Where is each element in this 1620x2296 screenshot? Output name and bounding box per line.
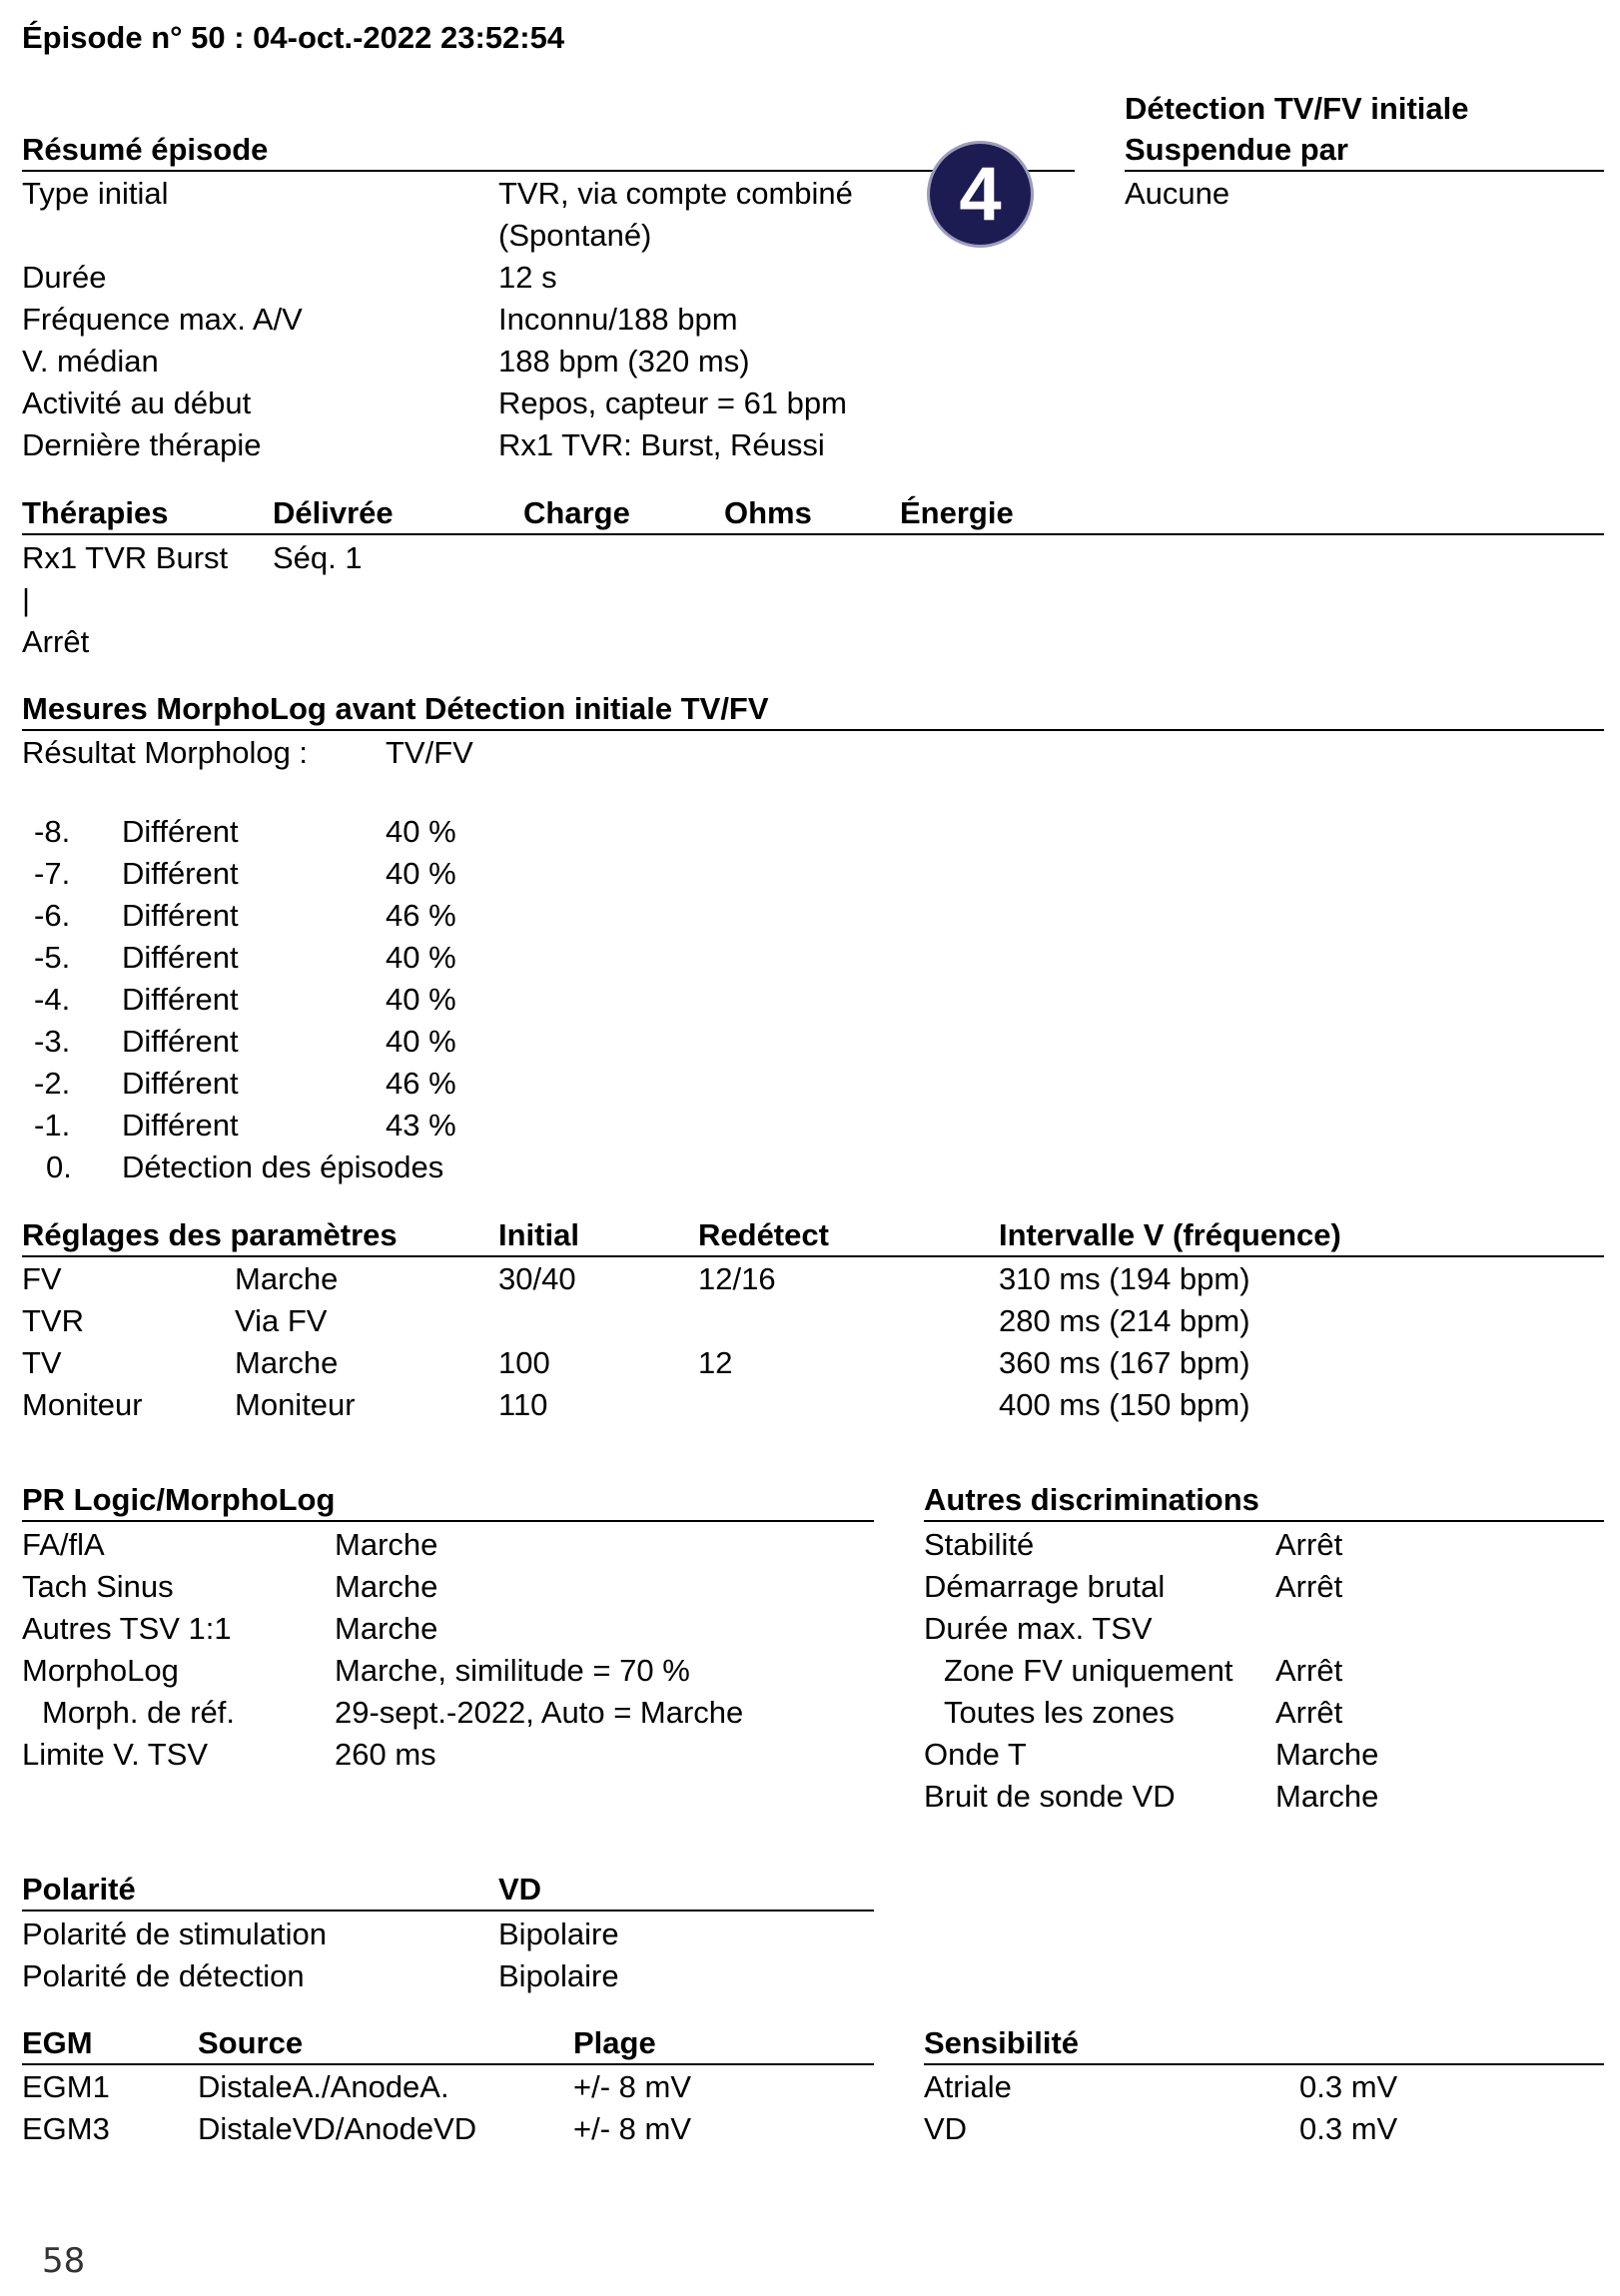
discrim-value: Arrêt bbox=[1275, 1695, 1343, 1730]
settings-interval: 360 ms (167 bpm) bbox=[999, 1345, 1250, 1380]
discrim-label: Bruit de sonde VD bbox=[924, 1779, 1176, 1814]
episode-title: Épisode n° 50 : 04-oct.-2022 23:52:54 bbox=[22, 20, 565, 55]
egm-name: EGM1 bbox=[22, 2069, 110, 2104]
therapies-rule bbox=[22, 533, 1604, 535]
polarity-value: Bipolaire bbox=[498, 1958, 619, 1993]
morpholog-heading: Mesures MorphoLog avant Détection initiale TV/FV bbox=[22, 691, 769, 726]
settings-initial: 100 bbox=[498, 1345, 550, 1380]
discrim-label: Démarrage brutal bbox=[924, 1569, 1166, 1604]
detection-heading-line1: Détection TV/FV initiale bbox=[1125, 91, 1469, 126]
morph-value: 40 % bbox=[386, 940, 456, 975]
redetect-header: Redétect bbox=[698, 1217, 829, 1252]
morph-label: Différent bbox=[122, 1066, 239, 1101]
sensitivity-label: VD bbox=[924, 2111, 968, 2146]
settings-interval: 310 ms (194 bpm) bbox=[999, 1261, 1250, 1296]
settings-zone: Moniteur bbox=[22, 1387, 143, 1422]
morph-index: -2. bbox=[34, 1066, 71, 1101]
energy-header: Énergie bbox=[900, 495, 1014, 530]
pr-logic-heading: PR Logic/MorphoLog bbox=[22, 1482, 336, 1517]
egm-source: DistaleVD/AnodeVD bbox=[198, 2111, 477, 2146]
summary-label: Activité au début bbox=[22, 385, 252, 420]
polarity-label: Polarité de détection bbox=[22, 1958, 305, 1993]
morph-label: Différent bbox=[122, 982, 239, 1017]
pr-logic-value: Marche bbox=[335, 1569, 438, 1604]
settings-mode: Marche bbox=[235, 1261, 339, 1296]
therapy-separator: | bbox=[22, 582, 31, 617]
settings-redetect: 12/16 bbox=[698, 1261, 776, 1296]
pr-logic-value: Marche bbox=[335, 1527, 438, 1562]
morpholog-result-value: TV/FV bbox=[386, 735, 473, 770]
discrim-value: Arrêt bbox=[1275, 1653, 1343, 1688]
polarity-column-header: VD bbox=[498, 1872, 542, 1907]
pr-logic-value: Marche, similitude = 70 % bbox=[335, 1653, 690, 1688]
summary-value: (Spontané) bbox=[498, 218, 652, 253]
morph-value: 46 % bbox=[386, 898, 456, 933]
summary-value: Inconnu/188 bpm bbox=[498, 302, 738, 337]
summary-value: 188 bpm (320 ms) bbox=[498, 344, 750, 379]
therapy-name: Rx1 TVR Burst bbox=[22, 540, 229, 575]
pr-logic-value: 29-sept.-2022, Auto = Marche bbox=[335, 1695, 744, 1730]
discrim-label: Stabilité bbox=[924, 1527, 1035, 1562]
sensitivity-rule bbox=[924, 2063, 1604, 2065]
ohms-header: Ohms bbox=[724, 495, 812, 530]
morph-label: Différent bbox=[122, 1108, 239, 1143]
morph-value: 40 % bbox=[386, 814, 456, 849]
therapy-delivered: Séq. 1 bbox=[273, 540, 363, 575]
summary-label: Type initial bbox=[22, 176, 169, 211]
morph-value: 46 % bbox=[386, 1066, 456, 1101]
morph-index: -7. bbox=[34, 856, 71, 891]
morph-label: Différent bbox=[122, 814, 239, 849]
discrim-label: Toutes les zones bbox=[944, 1695, 1175, 1730]
morpholog-result-label: Résultat Morpholog : bbox=[22, 735, 309, 770]
pr-logic-label: MorphoLog bbox=[22, 1653, 179, 1688]
therapies-header: Thérapies bbox=[22, 495, 169, 530]
page-number: 58 bbox=[42, 2241, 86, 2281]
detection-rule bbox=[1125, 170, 1604, 172]
egm-source: DistaleA./AnodeA. bbox=[198, 2069, 449, 2104]
settings-interval: 400 ms (150 bpm) bbox=[999, 1387, 1250, 1422]
interval-header: Intervalle V (fréquence) bbox=[999, 1217, 1341, 1252]
charge-header: Charge bbox=[523, 495, 630, 530]
discrim-value: Marche bbox=[1275, 1737, 1379, 1772]
morpholog-rule bbox=[22, 729, 1604, 731]
egm-range: +/- 8 mV bbox=[573, 2111, 692, 2146]
summary-value: Rx1 TVR: Burst, Réussi bbox=[498, 427, 825, 462]
therapy-stop: Arrêt bbox=[22, 624, 90, 659]
summary-label: Durée bbox=[22, 260, 107, 295]
summary-label: V. médian bbox=[22, 344, 159, 379]
summary-heading: Résumé épisode bbox=[22, 132, 269, 167]
discrim-value: Arrêt bbox=[1275, 1527, 1343, 1562]
delivered-header: Délivrée bbox=[273, 495, 394, 530]
pr-logic-label: FA/flA bbox=[22, 1527, 105, 1562]
initial-header: Initial bbox=[498, 1217, 579, 1252]
pr-logic-value: Marche bbox=[335, 1611, 438, 1646]
polarity-rule bbox=[22, 1910, 874, 1912]
pr-logic-rule bbox=[22, 1520, 874, 1522]
discrim-value: Marche bbox=[1275, 1779, 1379, 1814]
morph-label: Différent bbox=[122, 1024, 239, 1059]
egm-rule bbox=[22, 2063, 874, 2065]
sensitivity-value: 0.3 mV bbox=[1299, 2069, 1398, 2104]
settings-interval: 280 ms (214 bpm) bbox=[999, 1303, 1250, 1338]
discrim-label: Durée max. TSV bbox=[924, 1611, 1153, 1646]
settings-initial: 30/40 bbox=[498, 1261, 576, 1296]
morph-index: -4. bbox=[34, 982, 71, 1017]
egm-range-header: Plage bbox=[573, 2025, 656, 2060]
episode-number-badge: 4 bbox=[930, 144, 1031, 245]
pr-logic-label: Limite V. TSV bbox=[22, 1737, 209, 1772]
settings-mode: Marche bbox=[235, 1345, 339, 1380]
polarity-label: Polarité de stimulation bbox=[22, 1916, 327, 1951]
summary-label: Fréquence max. A/V bbox=[22, 302, 303, 337]
pr-logic-label: Tach Sinus bbox=[22, 1569, 174, 1604]
settings-zone: TV bbox=[22, 1345, 62, 1380]
morph-index: 0. bbox=[46, 1149, 72, 1184]
detection-heading-line2: Suspendue par bbox=[1125, 132, 1348, 167]
morph-value: 43 % bbox=[386, 1108, 456, 1143]
egm-range: +/- 8 mV bbox=[573, 2069, 692, 2104]
morph-label: Différent bbox=[122, 856, 239, 891]
sensitivity-label: Atriale bbox=[924, 2069, 1012, 2104]
sensitivity-value: 0.3 mV bbox=[1299, 2111, 1398, 2146]
morph-value: 40 % bbox=[386, 856, 456, 891]
egm-source-header: Source bbox=[198, 2025, 304, 2060]
summary-value: 12 s bbox=[498, 260, 557, 295]
morph-index: -5. bbox=[34, 940, 71, 975]
discrim-value: Arrêt bbox=[1275, 1569, 1343, 1604]
settings-redetect: 12 bbox=[698, 1345, 733, 1380]
egm-header: EGM bbox=[22, 2025, 93, 2060]
sensitivity-heading: Sensibilité bbox=[924, 2025, 1080, 2060]
summary-value: TVR, via compte combiné bbox=[498, 176, 853, 211]
morph-index: -6. bbox=[34, 898, 71, 933]
pr-logic-label: Morph. de réf. bbox=[42, 1695, 235, 1730]
morph-index: -1. bbox=[34, 1108, 71, 1143]
morph-label: Différent bbox=[122, 940, 239, 975]
morph-value: 40 % bbox=[386, 982, 456, 1017]
settings-rule bbox=[22, 1255, 1604, 1257]
summary-rule bbox=[22, 170, 1075, 172]
settings-mode: Via FV bbox=[235, 1303, 328, 1338]
other-discrim-heading: Autres discriminations bbox=[924, 1482, 1259, 1517]
settings-mode: Moniteur bbox=[235, 1387, 356, 1422]
pr-logic-label: Autres TSV 1:1 bbox=[22, 1611, 232, 1646]
summary-value: Repos, capteur = 61 bpm bbox=[498, 385, 847, 420]
egm-name: EGM3 bbox=[22, 2111, 110, 2146]
settings-zone: FV bbox=[22, 1261, 62, 1296]
summary-label: Dernière thérapie bbox=[22, 427, 262, 462]
morph-index: -3. bbox=[34, 1024, 71, 1059]
polarity-value: Bipolaire bbox=[498, 1916, 619, 1951]
settings-initial: 110 bbox=[498, 1387, 548, 1422]
polarity-heading: Polarité bbox=[22, 1872, 136, 1907]
other-discrim-rule bbox=[924, 1520, 1604, 1522]
settings-zone: TVR bbox=[22, 1303, 84, 1338]
morph-value: 40 % bbox=[386, 1024, 456, 1059]
morph-label: Différent bbox=[122, 898, 239, 933]
discrim-label: Onde T bbox=[924, 1737, 1027, 1772]
discrim-label: Zone FV uniquement bbox=[944, 1653, 1233, 1688]
detection-value: Aucune bbox=[1125, 176, 1230, 211]
morph-index: -8. bbox=[34, 814, 71, 849]
morph-label: Détection des épisodes bbox=[122, 1149, 444, 1184]
settings-heading: Réglages des paramètres bbox=[22, 1217, 398, 1252]
pr-logic-value: 260 ms bbox=[335, 1737, 436, 1772]
